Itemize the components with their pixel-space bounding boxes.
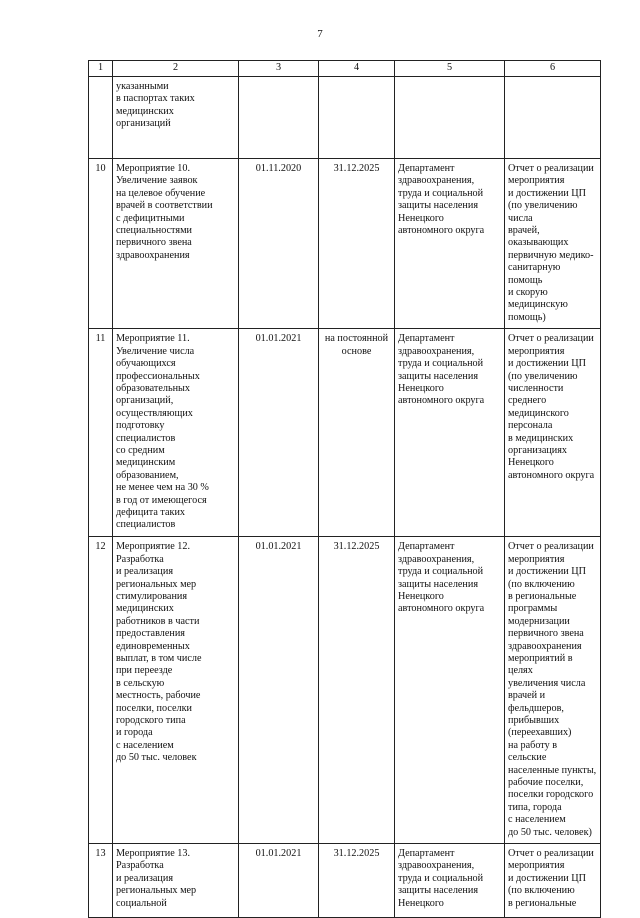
end-date: на постоянной основе — [319, 329, 395, 537]
header-cell: 3 — [239, 61, 319, 77]
measures-table — [88, 60, 601, 918]
end-date: 31.12.2025 — [319, 159, 395, 329]
header-cell: 4 — [319, 61, 395, 77]
row-number: 11 — [89, 329, 113, 537]
row-number: 10 — [89, 159, 113, 329]
header-cell: 2 — [113, 61, 239, 77]
row-number — [89, 77, 113, 159]
start-date: 01.11.2020 — [239, 159, 319, 329]
start-date: 01.01.2021 — [239, 329, 319, 537]
result — [505, 77, 601, 159]
end-date: 31.12.2025 — [319, 844, 395, 918]
result: Отчет о реализации мероприятия и достижении ЦП (по включению в региональные программы модернизации первичного звена здравоохранения мероприятий в целях увеличения числа врачей и фельдшеров, прибывших (переехавших) на работу в сельские населенные пункты, рабочие поселки, поселки городского типа, города с населением до 50 тыс. человек) — [505, 537, 601, 844]
measure-name: Мероприятие 10. Увеличение заявок на целевое обучение врачей в соответствии с дефицитными специальностями первичного звена здравоохранения — [113, 159, 239, 329]
header-row — [89, 61, 601, 77]
result: Отчет о реализации мероприятия и достижении ЦП (по увеличению численности среднего медицинского персонала в медицинских организациях Ненецкого автономного округа — [505, 329, 601, 537]
header-cell: 5 — [395, 61, 505, 77]
table-row — [89, 77, 601, 159]
responsible — [395, 77, 505, 159]
measure-name: Мероприятие 11. Увеличение числа обучающихся профессиональных образовательных организаций, осуществляющих подготовку специалистов со средним медицинским образованием, не менее чем на 30 % в год от имеющегося дефицита таких специалистов — [113, 329, 239, 537]
end-date: 31.12.2025 — [319, 537, 395, 844]
responsible: Департамент здравоохранения, труда и социальной защиты населения Ненецкого автономного округа — [395, 159, 505, 329]
measure-name: Мероприятие 12. Разработка и реализация региональных мер стимулирования медицинских работников в части предоставления единовременных выплат, в том числе при переезде в сельскую местность, рабочие поселки, поселки городского типа и города с населением до 50 тыс. человек — [113, 537, 239, 844]
responsible: Департамент здравоохранения, труда и социальной защиты населения Ненецкого автономного округа — [395, 329, 505, 537]
measure-name: Мероприятие 13. Разработка и реализация региональных мер социальной — [113, 844, 239, 918]
header-cell: 6 — [505, 61, 601, 77]
start-date: 01.01.2021 — [239, 844, 319, 918]
table-row — [89, 537, 601, 844]
row-number: 13 — [89, 844, 113, 918]
measure-name: указанными в паспортах таких медицинских организаций — [113, 77, 239, 159]
table-row — [89, 844, 601, 918]
header-cell: 1 — [89, 61, 113, 77]
result: Отчет о реализации мероприятия и достижении ЦП (по включению в региональные — [505, 844, 601, 918]
start-date: 01.01.2021 — [239, 537, 319, 844]
end-date — [319, 77, 395, 159]
responsible: Департамент здравоохранения, труда и социальной защиты населения Ненецкого — [395, 844, 505, 918]
page-number: 7 — [317, 28, 323, 40]
result: Отчет о реализации мероприятия и достижении ЦП (по увеличению числа врачей, оказывающих первичную медико- санитарную помощь и скорую медицинскую помощь) — [505, 159, 601, 329]
responsible: Департамент здравоохранения, труда и социальной защиты населения Ненецкого автономного округа — [395, 537, 505, 844]
table-row — [89, 329, 601, 537]
row-number: 12 — [89, 537, 113, 844]
start-date — [239, 77, 319, 159]
table-row — [89, 159, 601, 329]
